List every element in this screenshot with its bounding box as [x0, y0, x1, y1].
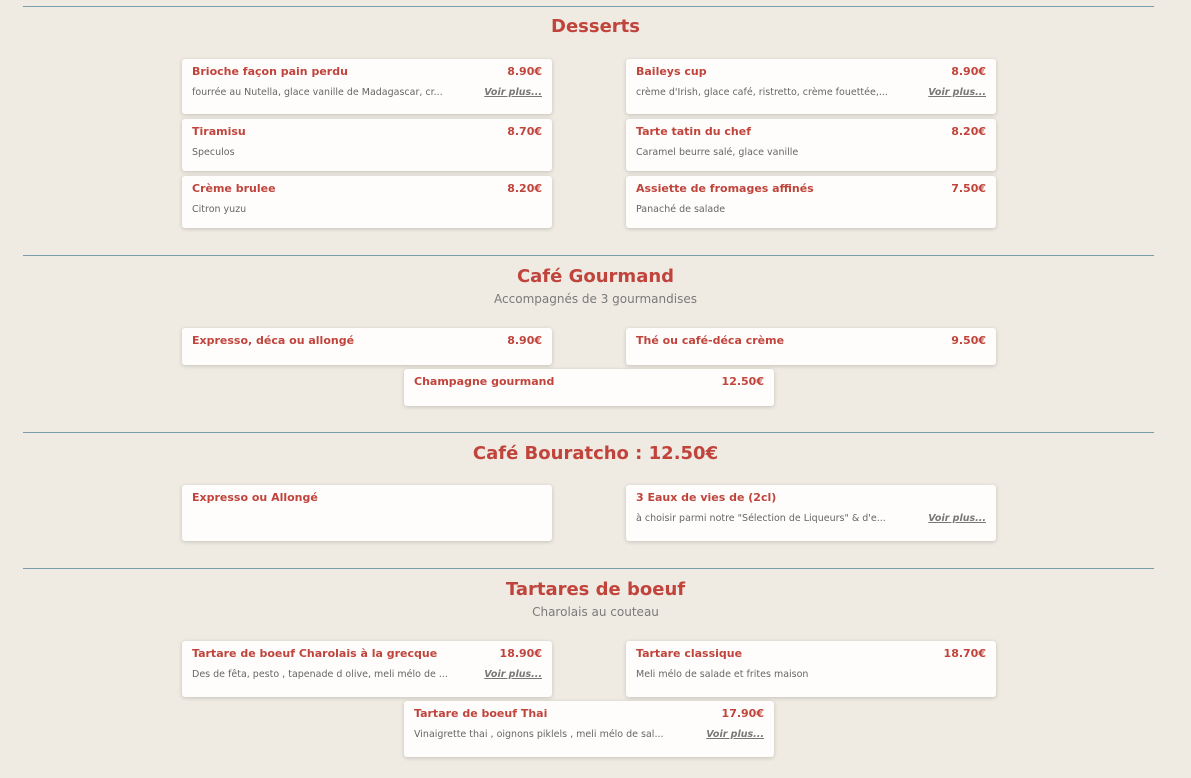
item-price: 8.20€: [507, 182, 542, 195]
item-name: Tartare classique: [636, 647, 743, 660]
menu-item-card[interactable]: [404, 369, 774, 406]
item-name: Assiette de fromages affinés: [636, 182, 814, 195]
see-more-link[interactable]: Voir plus...: [928, 87, 986, 98]
item-price: 9.50€: [951, 334, 986, 347]
item-name: 3 Eaux de vies de (2cl): [636, 491, 777, 504]
section-divider: [23, 255, 1154, 256]
item-name: Tarte tatin du chef: [636, 125, 751, 138]
item-name: Tartare de boeuf Charolais à la grecque: [192, 647, 438, 660]
section-title-desserts: Desserts: [551, 16, 640, 37]
see-more-link[interactable]: Voir plus...: [484, 669, 542, 680]
item-name: Baileys cup: [636, 65, 707, 78]
menu-item-card[interactable]: [404, 701, 774, 757]
item-price: 8.20€: [951, 125, 986, 138]
item-price: 8.70€: [507, 125, 542, 138]
menu-item-card[interactable]: [182, 59, 552, 114]
item-description: fourrée au Nutella, glace vanille de Madagascar, cr...: [192, 87, 443, 98]
item-name: Tartare de boeuf Thai: [414, 707, 548, 720]
item-name: Champagne gourmand: [414, 375, 555, 388]
see-more-link[interactable]: Voir plus...: [484, 87, 542, 98]
menu-item-card[interactable]: [626, 485, 996, 541]
menu-item-card[interactable]: [182, 119, 552, 171]
section-title-tartares: Tartares de boeuf: [505, 579, 686, 600]
item-price: 18.70€: [943, 647, 986, 660]
section-divider: [23, 432, 1154, 433]
item-price: 17.90€: [721, 707, 764, 720]
item-name: Thé ou café-déca crème: [636, 334, 785, 347]
menu-item-card[interactable]: [626, 641, 996, 697]
item-price: 8.90€: [507, 334, 542, 347]
section-subtitle: Accompagnés de 3 gourmandises: [494, 292, 697, 306]
section-subtitle: Charolais au couteau: [532, 605, 659, 619]
item-description: Meli mélo de salade et frites maison: [636, 669, 809, 680]
item-description: Speculos: [192, 147, 235, 158]
item-description: Caramel beurre salé, glace vanille: [636, 147, 799, 158]
item-name: Expresso, déca ou allongé: [192, 334, 355, 347]
menu-item-card[interactable]: [182, 328, 552, 365]
item-description: à choisir parmi notre "Sélection de Liqueurs" & d'e...: [636, 513, 886, 524]
menu-item-card[interactable]: [626, 59, 996, 114]
section-divider: [23, 568, 1154, 569]
item-description: Des de fêta, pesto , tapenade d olive, meli mélo de ...: [192, 669, 448, 680]
item-description: Panaché de salade: [636, 204, 726, 215]
item-name: Brioche façon pain perdu: [192, 65, 348, 78]
section-title-cafe-bouratcho: Café Bouratcho : 12.50€: [472, 443, 719, 464]
menu-item-card[interactable]: [182, 641, 552, 697]
item-price: 8.90€: [951, 65, 986, 78]
item-description: Citron yuzu: [192, 204, 247, 215]
item-name: Crème brulee: [192, 182, 276, 195]
menu-item-card[interactable]: [182, 485, 552, 541]
menu-item-card[interactable]: [182, 176, 552, 228]
item-name: Expresso ou Allongé: [192, 491, 318, 504]
item-price: 7.50€: [951, 182, 986, 195]
item-description: crème d'Irish, glace café, ristretto, crème fouettée,...: [636, 87, 888, 98]
menu-item-card[interactable]: [626, 176, 996, 228]
item-description: Vinaigrette thai , oignons piklels , meli mélo de sal...: [414, 729, 664, 740]
menu-item-card[interactable]: [626, 119, 996, 171]
section-title-cafe-gourmand: Café Gourmand: [516, 266, 675, 287]
item-name: Tiramisu: [192, 125, 246, 138]
menu-item-card[interactable]: [626, 328, 996, 365]
section-divider: [23, 6, 1154, 7]
see-more-link[interactable]: Voir plus...: [706, 729, 764, 740]
item-price: 12.50€: [721, 375, 764, 388]
item-price: 8.90€: [507, 65, 542, 78]
item-price: 18.90€: [499, 647, 542, 660]
see-more-link[interactable]: Voir plus...: [928, 513, 986, 524]
